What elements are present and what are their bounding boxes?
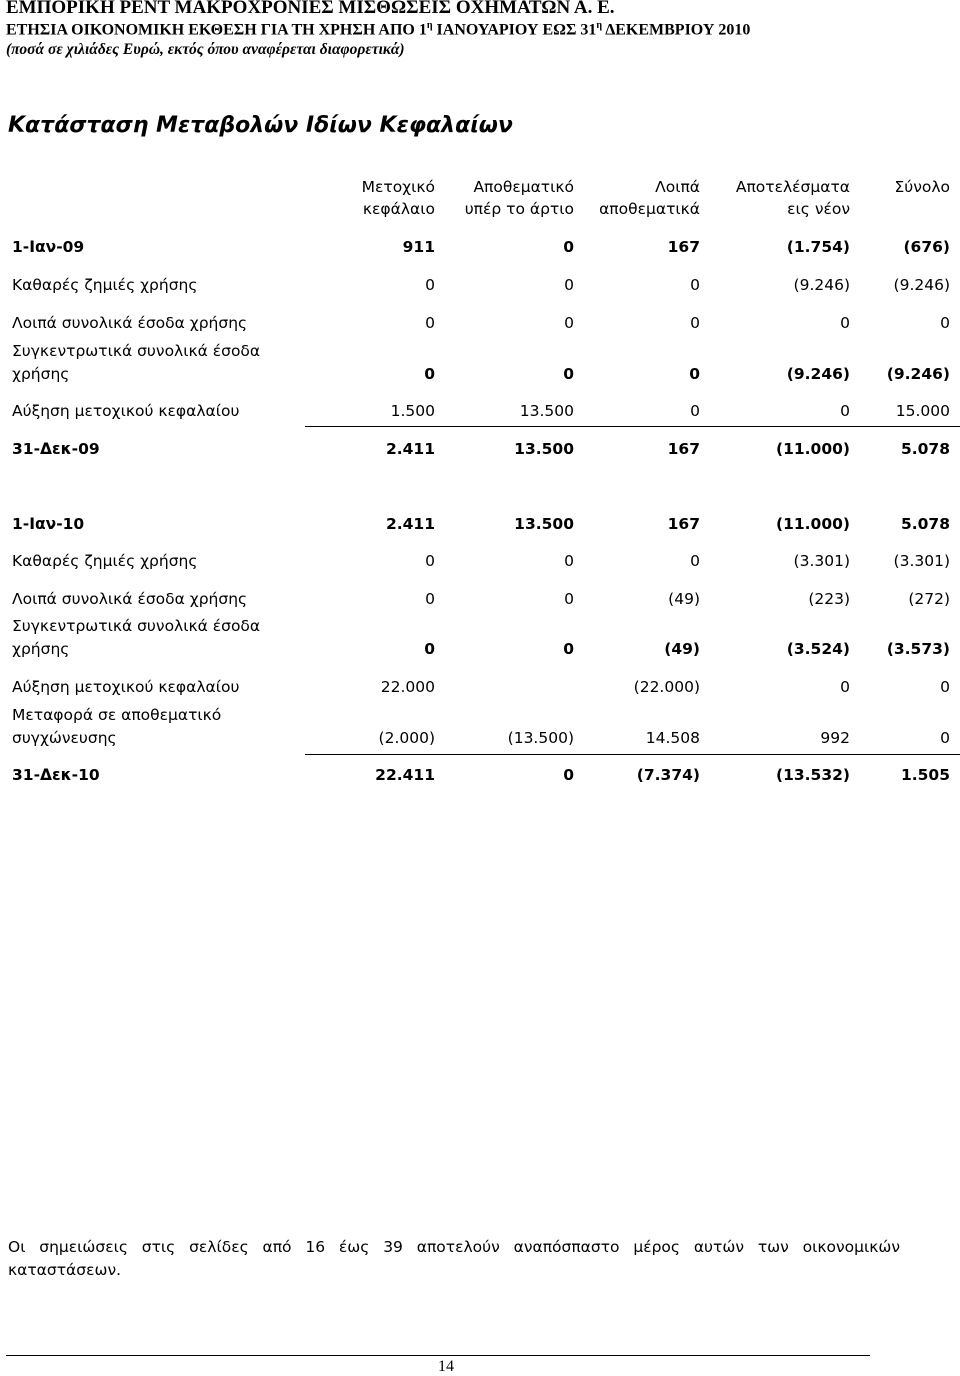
column-header-retained-earnings: Αποτελέσματα εις νέον [735,178,850,218]
column-header-other-reserves: Λοιπά αποθεματικά [599,178,700,218]
footer-rule [6,1355,870,1356]
report-period: ΕΤΗΣΙΑ ΟΙΚΟΝΟΜΙΚΗ ΕΚΘΕΣΗ ΓΙΑ ΤΗ ΧΡΗΣΗ ΑΠΟ $1^\eta$ ΙΑΝΟΥΑΡΙΟΥ ΕΩΣ $31^\eta$ ΔΕΚΕΜΒΡΙΟΥ 2010 [6,20,751,39]
statement-title: Κατάσταση Μεταβολών Ιδίων Κεφαλαίων [8,113,513,138]
company-name: ΕΜΠΟΡΙΚΗ ΡΕΝΤ ΜΑΚΡΟΧΡΟΝΙΕΣ ΜΙΣΘΩΣΕΙΣ ΟΧΗΜΑΤΩΝ Α. Ε. [6,0,615,18]
page-number: 14 [438,1358,454,1375]
column-header-total: Σύνολο [894,178,950,196]
footnote: Οι σημειώσεις στις σελίδες από 16 έως 39 αποτελούν αναπόσπαστο μέρος αυτών των οικονομικών καταστάσεων. [8,1238,900,1279]
subtotal-divider [305,426,960,427]
document-page: ΕΜΠΟΡΙΚΗ ΡΕΝΤ ΜΑΚΡΟΧΡΟΝΙΕΣ ΜΙΣΘΩΣΕΙΣ ΟΧΗΜΑΤΩΝ Α. Ε. ΕΤΗΣΙΑ ΟΙΚΟΝΟΜΙΚΗ ΕΚΘΕΣΗ ΓΙΑ ΤΗ ΧΡΗΣΗ ΑΠΟ $1^\eta$ ΙΑΝΟΥΑΡΙΟΥ ΕΩΣ $31^\eta$ ΔΕΚΕΜΒΡΙΟΥ 2010 (ποσά σε χιλιάδες Ευρώ, εκτός όπου αναφέρεται διαφορετικά) Κατάσταση Μεταβολών Ιδίων Κεφαλαίων Μετοχικό κεφάλαιο Αποθεματικό υπέρ το άρτιο Λοιπά αποθεματικά Αποτελέσματα εις νέον Σύνολο 1-Ιαν-09 911 0 167 (1.754) (676) Καθαρές ζημιές χρήσης 0 0 0 (9.246) (9.246) Λοιπά συνολικά έσοδα χρήσης 0 0 0 0 0 Συγκεντρωτικά συνολικά έσοδα χρήσης 0 0 0 (9.246) (9.246) Αύξηση μετοχικού κεφαλαίου 1.500 13.500 0 0 15.000 31-Δεκ-09 2.411 13.500 167 (11.000) 5.078 1-Ιαν-10 2.411 13.500 167 (11.000) 5.078 Καθαρές ζημιές χρήσης 0 0 0 (3.301) (3.301) Λοιπά συνολικά έσοδα χρήσης 0 0 (49) (223) (272) Συγκεντρωτικά συνολικά έσοδα χρήσης 0 0 (49) (3.524) (3.573) Αύξηση μετοχικού κεφαλαίου 22.000 (22.000) 0 0 Μεταφορά σε αποθεματικό συγχώνευσης (2.000) (13.500) 14.508 992 0 31-Δεκ-10 22.411 0 (7.374) (13.532) 1.505 Οι σημειώσεις στις σελίδες από 16 έως 39 αποτελούν αναπόσπαστο μέρος αυτών των οικονομικών καταστάσεων. 14 [0,0,960,1375]
amounts-note: (ποσά σε χιλιάδες Ευρώ, εκτός όπου αναφέρεται διαφορετικά) [6,41,405,58]
column-header-share-premium: Αποθεματικό υπέρ το άρτιο [464,178,574,218]
column-header-share-capital: Μετοχικό κεφάλαιο [361,178,435,218]
subtotal-divider [305,754,960,755]
